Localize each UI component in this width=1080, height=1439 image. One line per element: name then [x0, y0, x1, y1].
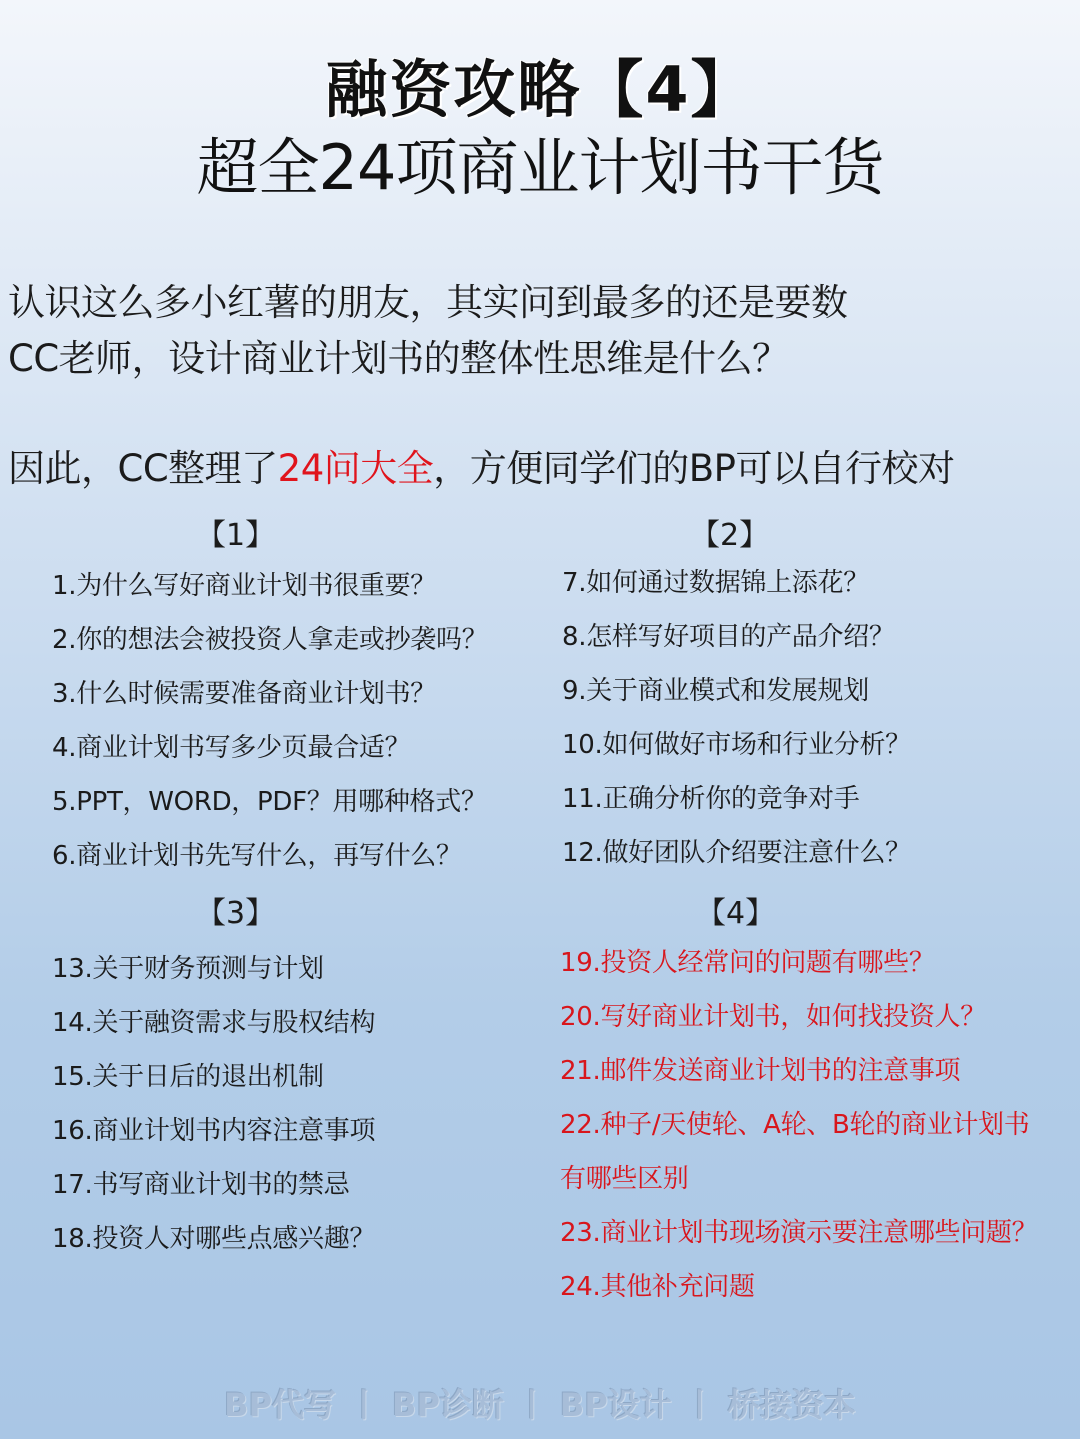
section-heading-2: 【2】: [690, 518, 770, 553]
list-item: 22.种子/天使轮、A轮、B轮的商业计划书: [560, 1110, 1030, 1140]
list-item: 6.商业计划书先写什么，再写什么？: [52, 841, 462, 871]
list-item: 20.写好商业计划书，如何找投资人？: [560, 1002, 986, 1032]
list-item: 10.如何做好市场和行业分析？: [562, 730, 911, 760]
section-heading-1: 【1】: [196, 518, 276, 553]
list-item: 14.关于融资需求与股权结构: [52, 1008, 376, 1038]
page-title: 融资攻略【4】: [325, 53, 755, 126]
list-item: 24.其他补充问题: [560, 1272, 755, 1302]
list-item: 11.正确分析你的竞争对手: [562, 784, 860, 814]
question-list-2: [562, 556, 911, 880]
list-item: 7.如何通过数据锦上添花？: [562, 568, 869, 598]
list-item: 4.商业计划书写多少页最合适？: [52, 733, 411, 763]
list-item: 12.做好团队介绍要注意什么？: [562, 838, 911, 868]
intro-line-2: CC老师，设计商业计划书的整体性思维是什么？: [8, 337, 789, 380]
intro-line-3: [8, 438, 954, 492]
list-item: 19.投资人经常问的问题有哪些？: [560, 948, 935, 978]
question-list-1: [52, 559, 487, 883]
list-item: 17.书写商业计划书的禁忌: [52, 1170, 350, 1200]
intro-highlight: 24问大全: [277, 447, 434, 490]
footer-item-bridge-capital: 桥接资本: [727, 1386, 856, 1424]
list-item: 2.你的想法会被投资人拿走或抄袭吗？: [52, 625, 488, 655]
list-item: 1.为什么写好商业计划书很重要？: [52, 571, 437, 601]
footer-item-bp-diagnosis: BP诊断: [392, 1386, 504, 1424]
list-item: 16.商业计划书内容注意事项: [52, 1116, 376, 1146]
question-list-4: [560, 936, 1037, 1314]
section-heading-4: 【4】: [696, 896, 776, 931]
list-item: 15.关于日后的退出机制: [52, 1062, 324, 1092]
list-item: 13.关于财务预测与计划: [52, 954, 324, 984]
footer-separator: 丨: [515, 1386, 548, 1424]
intro-line-3-prefix: 因此，CC整理了: [8, 447, 278, 490]
footer-services: [0, 1380, 1080, 1426]
page-subtitle: 超全24项商业计划书干货: [196, 131, 884, 204]
list-item: 21.邮件发送商业计划书的注意事项: [560, 1056, 961, 1086]
intro-line-1: 认识这么多小红薯的朋友，其实问到最多的还是要数: [8, 281, 848, 324]
list-item: 23.商业计划书现场演示要注意哪些问题？: [560, 1218, 1038, 1248]
list-item: 有哪些区别: [560, 1164, 689, 1194]
list-item: 3.什么时候需要准备商业计划书？: [52, 679, 437, 709]
list-item: 18.投资人对哪些点感兴趣？: [52, 1224, 376, 1254]
section-heading-3: 【3】: [196, 896, 276, 931]
question-list-3: [52, 942, 375, 1266]
footer-separator: 丨: [348, 1386, 381, 1424]
footer-item-bp-writing: BP代写: [224, 1386, 337, 1424]
list-item: 5.PPT，WORD，PDF？用哪种格式？: [52, 787, 487, 817]
footer-item-bp-design: BP设计: [559, 1386, 672, 1424]
footer-separator: 丨: [683, 1386, 716, 1424]
list-item: 9.关于商业模式和发展规划: [562, 676, 869, 706]
intro-line-3-suffix: ，方便同学们的BP可以自行校对: [433, 447, 955, 490]
list-item: 8.怎样写好项目的产品介绍？: [562, 622, 895, 652]
